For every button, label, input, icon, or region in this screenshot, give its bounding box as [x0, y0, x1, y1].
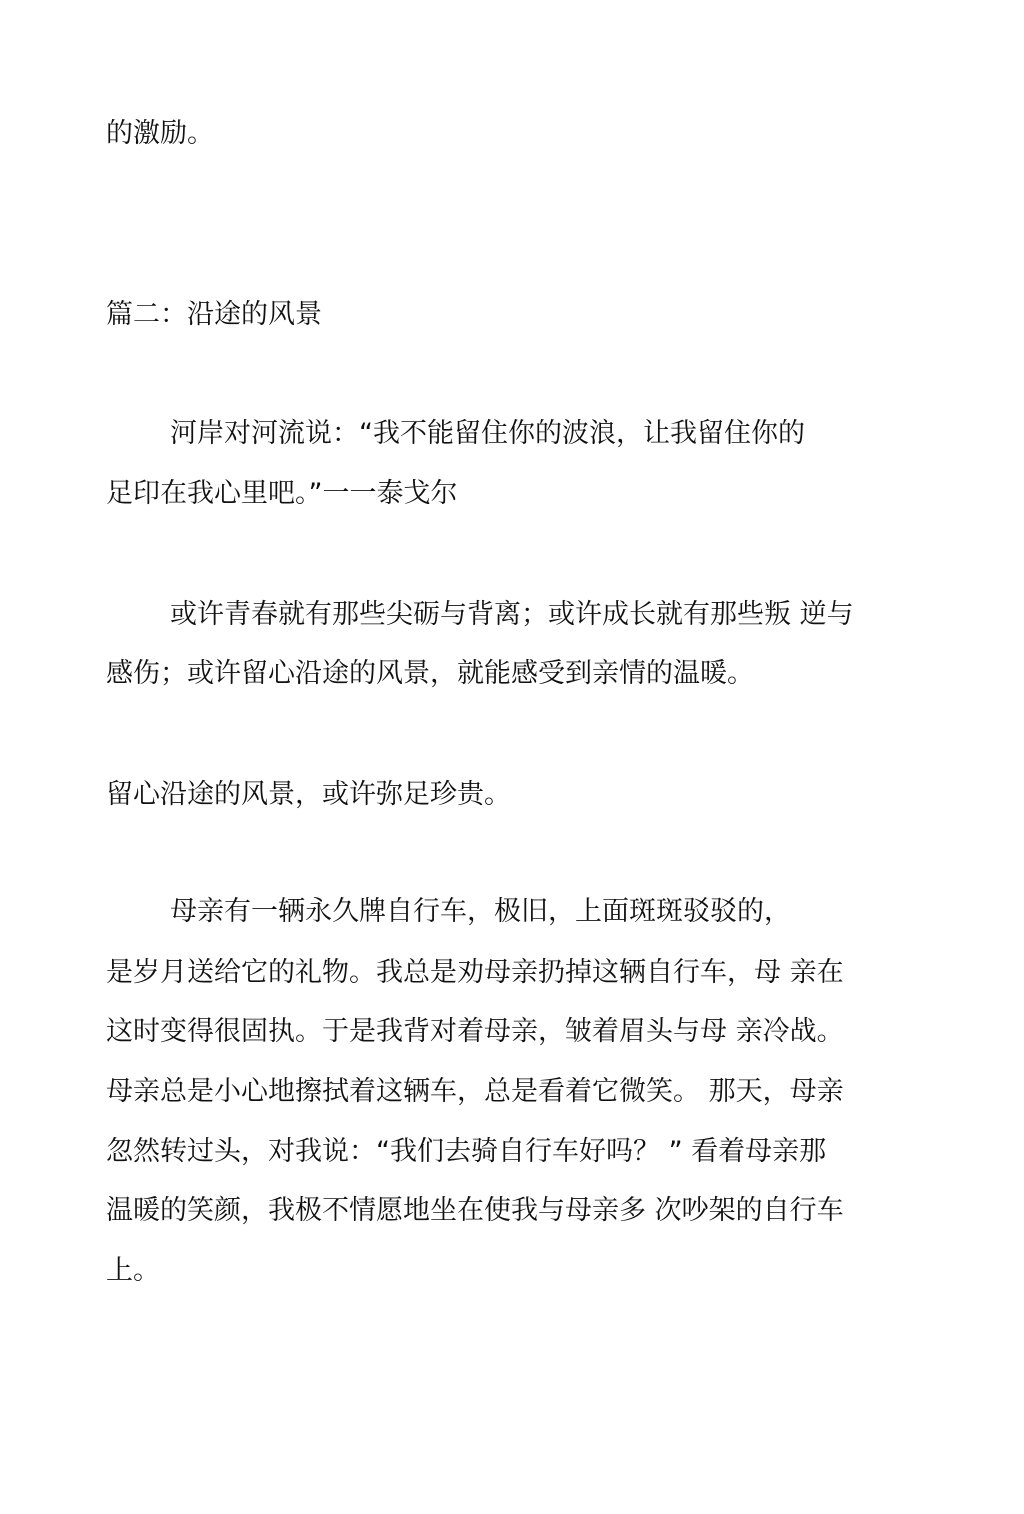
paragraph-line: 母亲总是小心地擦拭着这辆车，总是看着它微笑。 那天，母亲 — [106, 1076, 844, 1107]
paragraph-line: 温暖的笑颜，我极不情愿地坐在使我与母亲多 次吵架的自行车 — [106, 1195, 844, 1226]
paragraph-line: 感伤；或许留心沿途的风景，就能感受到亲情的温暖。 — [106, 658, 754, 689]
section-heading: 篇二：沿途的风景 — [106, 299, 322, 330]
paragraph-line: 的激励。 — [106, 118, 214, 149]
paragraph-line: 这时变得很固执。于是我背对着母亲，皱着眉头与母 亲冷战。 — [106, 1016, 844, 1047]
paragraph-line: 是岁月送给它的礼物。我总是劝母亲扔掉这辆自行车，母 亲在 — [106, 957, 844, 988]
paragraph-line: 足印在我心里吧。”一一泰戈尔 — [106, 478, 458, 509]
paragraph-line: 留心沿途的风景，或许弥足珍贵。 — [106, 779, 511, 810]
paragraph-line: 母亲有一辆永久牌自行车，极旧，上面斑斑驳驳的， — [170, 896, 791, 927]
paragraph-line: 忽然转过头，对我说：“我们去骑自行车好吗？ ” 看着母亲那 — [106, 1136, 827, 1167]
paragraph-line: 或许青春就有那些尖砺与背离；或许成长就有那些叛 逆与 — [170, 599, 854, 630]
paragraph-line: 上。 — [106, 1255, 160, 1286]
paragraph-line: 河岸对河流说：“我不能留住你的波浪，让我留住你的 — [170, 418, 805, 449]
